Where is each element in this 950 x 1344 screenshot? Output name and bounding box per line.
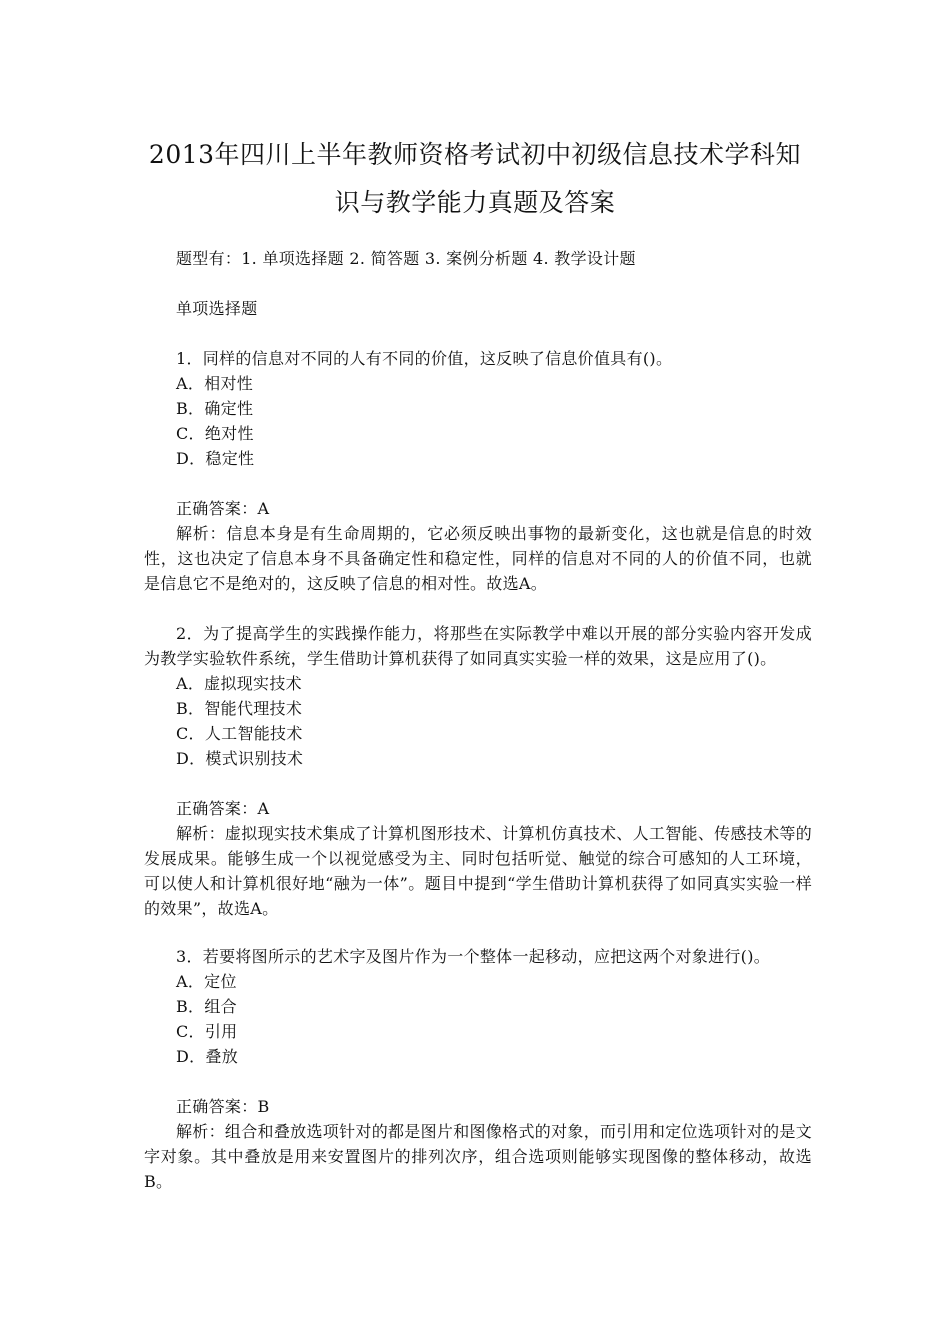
question-2-option-a: A．虚拟现实技术 (176, 674, 302, 693)
question-3-analysis: 解析：组合和叠放选项针对的都是图片和图像格式的对象，而引用和定位选项针对的是文字对象。其中叠放是用来安置图片的排列次序，组合选项则能够实现图像的整体移动，故选B。 (144, 1122, 812, 1191)
question-1-option-d: D．稳定性 (176, 449, 255, 468)
question-2-answer: 正确答案：A (176, 799, 270, 818)
question-types-line: 题型有：1. 单项选择题 2. 简答题 3. 案例分析题 4. 教学设计题 (176, 249, 636, 268)
question-3-answer: 正确答案：B (176, 1097, 270, 1116)
document-title-line-1: 2013年四川上半年教师资格考试初中初级信息技术学科知 (148, 140, 802, 169)
question-1-option-b: B．确定性 (176, 399, 254, 418)
question-1-option-c: C．绝对性 (176, 424, 254, 443)
question-2-option-c: C．人工智能技术 (176, 724, 303, 743)
question-3-option-d: D．叠放 (176, 1047, 239, 1066)
question-3-option-c: C．引用 (176, 1022, 238, 1041)
document-title-line-2: 识与教学能力真题及答案 (334, 188, 616, 217)
question-1-stem: 1．同样的信息对不同的人有不同的价值，这反映了信息价值具有()。 (176, 349, 673, 368)
question-2-option-b: B．智能代理技术 (176, 699, 303, 718)
question-3-stem: 3．若要将图所示的艺术字及图片作为一个整体一起移动，应把这两个对象进行()。 (176, 947, 771, 966)
question-2-analysis: 解析：虚拟现实技术集成了计算机图形技术、计算机仿真技术、人工智能、传感技术等的发展成果。能够生成一个以视觉感受为主、同时包括听觉、触觉的综合可感知的人工环境，可以使人和计算机很好地“融为一体”。题目中提到“学生借助计算机获得了如同真实实验一样的效果”，故选A。 (144, 824, 812, 918)
question-1-option-a: A．相对性 (176, 374, 254, 393)
section-heading: 单项选择题 (176, 299, 258, 318)
question-1-answer: 正确答案：A (176, 499, 270, 518)
question-3-option-a: A．定位 (176, 972, 237, 991)
question-3-option-b: B．组合 (176, 997, 237, 1016)
question-1-analysis: 解析：信息本身是有生命周期的，它必须反映出事物的最新变化，这也就是信息的时效性，这也决定了信息本身不具备确定性和稳定性，同样的信息对不同的人的价值不同，也就是信息它不是绝对的，这反映了信息的相对性。故选A。 (144, 524, 812, 593)
question-2-stem: 2．为了提高学生的实践操作能力，将那些在实际教学中难以开展的部分实验内容开发成为教学实验软件系统，学生借助计算机获得了如同真实实验一样的效果，这是应用了()。 (144, 624, 812, 668)
question-2-option-d: D．模式识别技术 (176, 749, 304, 768)
